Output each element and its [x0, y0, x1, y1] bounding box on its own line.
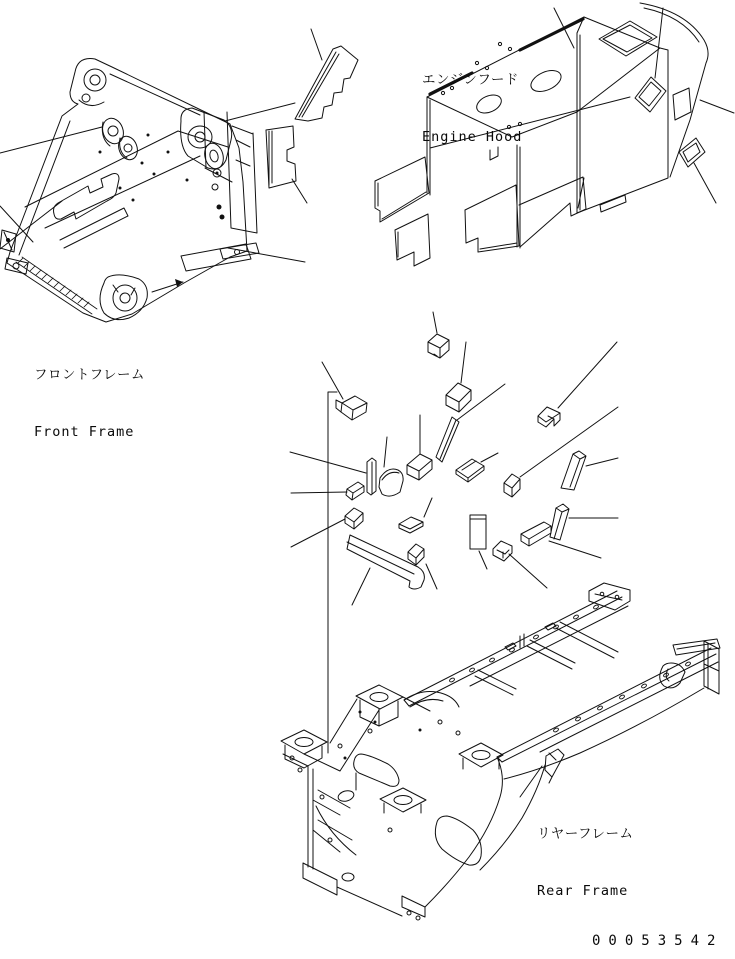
cushion-part-l-pad — [538, 342, 617, 427]
cushion-part-tall-rect — [470, 515, 487, 569]
rear-frame-drawing — [281, 583, 720, 920]
front-frame-label — [34, 327, 145, 481]
engine-hood-label — [422, 32, 522, 186]
engine-hood-leader-lines — [554, 8, 734, 203]
cushion-part-bar-mid — [407, 415, 432, 480]
cushion-part-box-b — [446, 342, 471, 412]
rear-frame-label-en: Rear Frame — [537, 882, 629, 899]
group-line — [328, 392, 337, 753]
cushion-part-box-left — [291, 508, 363, 547]
cushion-part-round-block — [379, 437, 403, 496]
cushion-part-square-pad — [504, 407, 618, 497]
front-frame-label-en: Front Frame — [34, 423, 135, 440]
rear-frame-label — [537, 786, 634, 940]
engine-hood-label-en: Engine Hood — [422, 128, 523, 145]
engine-hood-label-jp: エンジンフード — [422, 72, 519, 88]
drawing-number: 00053542 — [592, 933, 724, 949]
cushion-part-bar-right — [521, 522, 601, 558]
cushion-part-pad-tl — [322, 362, 367, 420]
cushion-part-bar-bottom — [399, 498, 432, 533]
rear-frame-label-jp: リヤーフレーム — [537, 826, 634, 842]
front-frame-drawing — [0, 59, 259, 322]
cushion-part-u-bar — [347, 535, 424, 605]
front-frame-label-jp: フロントフレーム — [34, 367, 146, 383]
cushion-part-box-a — [428, 312, 449, 358]
seal-plate-parts — [225, 29, 358, 203]
cushion-part-wedge-a — [561, 451, 618, 490]
front-frame-leader-lines — [0, 127, 305, 262]
cushion-part-wedge-b — [550, 504, 618, 540]
cushion-part-clip — [493, 541, 547, 588]
cushion-parts-group — [290, 312, 618, 753]
cushion-part-thin-bar — [290, 452, 376, 495]
cushion-part-flat-plate — [456, 453, 498, 482]
